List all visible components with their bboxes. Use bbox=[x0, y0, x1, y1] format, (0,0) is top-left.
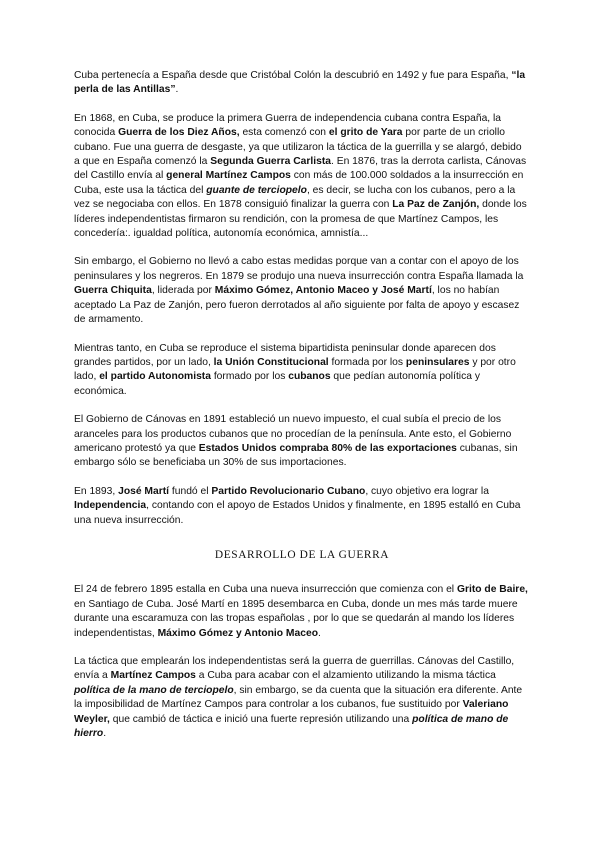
text-run: La táctica que emplearán los independentistas será la guerra de guerrillas. Cánovas del Castillo, envía a bbox=[74, 656, 515, 682]
text-run: Cuba pertenecía a España desde que Cristóbal Colón la descubrió en 1492 y fue para España, bbox=[74, 70, 512, 81]
text-run: formada por los bbox=[328, 356, 406, 368]
text-run: El 24 de febrero 1895 estalla en Cuba una nueva insurrección que comienza con el bbox=[74, 584, 457, 596]
paragraph bbox=[74, 69, 530, 98]
text-run: formado por los bbox=[210, 371, 289, 383]
paragraph bbox=[74, 342, 530, 400]
text-run: y por otro lado, bbox=[74, 356, 516, 383]
text-run: Mientras tanto, en Cuba se reproduce el sistema bipartidista peninsular donde aparecen dos grandes partidos, por un lado, bbox=[74, 342, 496, 368]
text-run: En 1868, en Cuba, se produce la primera Guerra de independencia cubana contra España, la conocida bbox=[74, 112, 502, 139]
text-run: . En 1876, tras la derrota carlista, Cánovas del Castillo envía al bbox=[74, 156, 527, 182]
text-run: , liderada por bbox=[151, 285, 215, 297]
emphasis-text: Guerra de los Diez Años, bbox=[118, 127, 240, 139]
paragraph bbox=[74, 112, 530, 242]
section-intro bbox=[74, 69, 530, 528]
emphasis-text: Estados Unidos compraba 80% de las exportaciones bbox=[198, 442, 457, 454]
text-run: cubanas, sin embargo sólo se beneficiaba un 30% de sus importaciones. bbox=[74, 442, 518, 469]
text-run: . bbox=[103, 728, 107, 740]
text-run: esta comenzó con bbox=[239, 127, 329, 139]
emphasis-text: Independencia bbox=[74, 500, 147, 512]
text-run: . bbox=[317, 627, 321, 639]
text-run: con más de 100.000 soldados a la insurrección en Cuba, este usa la táctica del bbox=[74, 170, 524, 196]
emphasis-text: cubanos bbox=[288, 371, 331, 383]
section-development bbox=[74, 583, 530, 741]
emphasis-text: peninsulares bbox=[405, 356, 470, 368]
emphasis-text: Valeriano Weyler, bbox=[74, 699, 509, 725]
emphasis-text: Grito de Baire, bbox=[456, 584, 528, 596]
paragraph bbox=[74, 583, 530, 641]
emphasis-text: política de la mano de terciopelo bbox=[74, 684, 234, 696]
emphasis-text: Segunda Guerra Carlista bbox=[210, 156, 331, 168]
emphasis-text: Máximo Gómez y Antonio Maceo bbox=[157, 627, 318, 639]
text-run: a Cuba para acabar con el alzamiento utilizando la misma táctica bbox=[195, 670, 496, 682]
emphasis-text: “la perla de las Antillas” bbox=[74, 70, 526, 96]
paragraph bbox=[74, 413, 530, 471]
text-run: que pedían autonomía política y económica. bbox=[74, 371, 480, 397]
emphasis-text: José Martí bbox=[118, 485, 170, 497]
text-run: El Gobierno de Cánovas en 1891 estableció un nuevo impuesto, el cual subía el precio de los aranceles para los productos cubanos que no procedían de la península. Ante esto, el Gobierno americano protestó ya que bbox=[74, 414, 512, 454]
emphasis-text: general Martínez Campos bbox=[166, 170, 291, 182]
emphasis-text: Máximo Gómez, Antonio Maceo y José Martí bbox=[214, 285, 432, 297]
text-run: , cuyo objetivo era lograr la bbox=[365, 485, 489, 497]
emphasis-text: Partido Revolucionario Cubano bbox=[211, 485, 366, 497]
emphasis-text: La Paz de Zanjón, bbox=[392, 199, 480, 211]
section-heading: DESARROLLO DE LA GUERRA bbox=[214, 548, 390, 561]
emphasis-text: el grito de Yara bbox=[328, 127, 403, 139]
text-run: , contando con el apoyo de Estados Unidos y finalmente, en 1895 estalló en Cuba una nueva insurrección. bbox=[74, 500, 521, 526]
text-run: en Santiago de Cuba. José Martí en 1895 desembarca en Cuba, donde un mes más tarde muere durante una escaramuza con las tropas españolas , por lo que se quedarán al mando los líderes independentistas, bbox=[74, 598, 518, 639]
paragraph bbox=[74, 485, 530, 528]
text-run: por parte de un criollo cubano. Fue una guerra de desgaste, ya que utilizaron la táctica de la guerrilla y se alargó, debido a que en España comenzó la bbox=[74, 127, 522, 168]
text-run: , los no habían aceptado La Paz de Zanjón, pero fueron derrotados al año siguiente por falta de apoyo y escasez de armamento. bbox=[74, 285, 520, 326]
paragraph bbox=[74, 655, 530, 741]
emphasis-text: la Unión Constitucional bbox=[213, 356, 329, 368]
text-run: que cambió de táctica e inició una fuerte represión utilizando una bbox=[109, 713, 413, 725]
emphasis-text: el partido Autonomista bbox=[99, 371, 211, 383]
emphasis-text: guante de terciopelo bbox=[206, 184, 307, 196]
emphasis-text: Martínez Campos bbox=[110, 670, 196, 682]
text-run: fundó el bbox=[169, 485, 212, 497]
text-run: . bbox=[175, 84, 179, 96]
text-run: donde los líderes independentistas firmaron su rendición, con la promesa de que Martínez Campos, les concedería:. igualdad política, autonomía económica, amnistía... bbox=[74, 199, 527, 240]
text-run: Sin embargo, el Gobierno no llevó a cabo estas medidas porque van a contar con el apoyo de los peninsulares y los negreros. En 1879 se produjo una nueva insurrección contra España llamada la bbox=[74, 256, 524, 282]
text-run: En 1893, bbox=[74, 485, 119, 497]
paragraph bbox=[74, 255, 530, 327]
emphasis-text: Guerra Chiquita bbox=[74, 285, 152, 297]
emphasis-text: política de mano de hierro bbox=[74, 713, 509, 740]
text-run: , es decir, se lucha con los cubanos, pero a la vez se negociaba con ellos. En 1878 consiguió finalizar la guerra con bbox=[74, 184, 516, 211]
text-run: , sin embargo, se da cuenta que la situación era diferente. Ante la imposibilidad de Martínez Campos para controlar a los cubanos, fue sustituido por bbox=[74, 684, 523, 711]
